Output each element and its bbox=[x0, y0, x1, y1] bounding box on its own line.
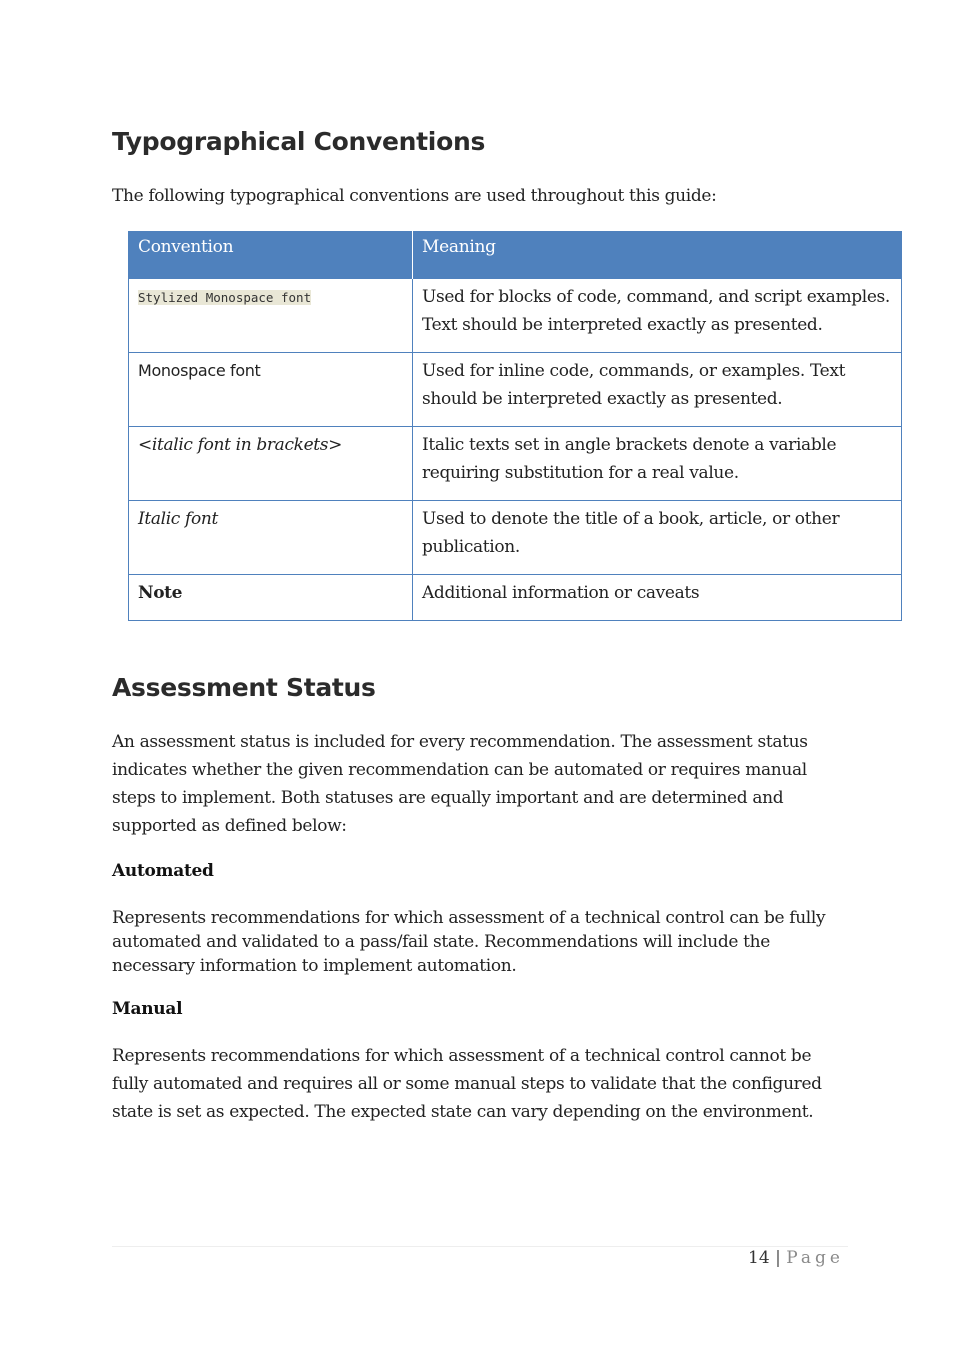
page-footer bbox=[748, 1248, 844, 1268]
meaning-cell: Used for inline code, commands, or examples. Text should be interpreted exactly as presented. bbox=[413, 353, 902, 427]
assessment-intro: An assessment status is included for every recommendation. The assessment status indicates whether the given recommendation can be automated or requires manual steps to implement. Both statuses are equally important and are determined and supported as defined below: bbox=[112, 732, 808, 836]
table-row bbox=[129, 427, 902, 501]
table-row bbox=[129, 575, 902, 621]
italic-sample: Italic font bbox=[138, 509, 218, 529]
table-row bbox=[129, 353, 902, 427]
meaning-cell: Used for blocks of code, command, and script examples. Text should be interpreted exactly as presented. bbox=[413, 279, 902, 353]
meaning-cell: Used to denote the title of a book, article, or other publication. bbox=[413, 501, 902, 575]
automated-description: Represents recommendations for which assessment of a technical control can be fully automated and validated to a pass/fail state. Recommendations will include the necessary information to implement automation. bbox=[112, 908, 826, 976]
header-meaning: Meaning bbox=[413, 232, 902, 279]
manual-heading: Manual bbox=[112, 999, 183, 1019]
meaning-cell: Additional information or caveats bbox=[413, 575, 902, 621]
manual-description: Represents recommendations for which assessment of a technical control cannot be fully automated and requires all or some manual steps to validate that the configured state is set as expected. The expected state can vary depending on the environment. bbox=[112, 1046, 822, 1122]
convention-cell bbox=[129, 501, 413, 575]
italic-brackets-sample: <italic font in brackets> bbox=[138, 435, 343, 455]
convention-cell bbox=[129, 427, 413, 501]
monospace-sample: Monospace font bbox=[138, 361, 261, 380]
footer-separator: | bbox=[775, 1248, 781, 1268]
automated-heading: Automated bbox=[112, 861, 214, 881]
table-row bbox=[129, 501, 902, 575]
section-title-assessment-status: Assessment Status bbox=[112, 673, 376, 702]
meaning-cell: Italic texts set in angle brackets denote a variable requiring substitution for a real value. bbox=[413, 427, 902, 501]
page-number: 14 bbox=[748, 1248, 770, 1268]
footer-divider bbox=[112, 1246, 848, 1247]
stylized-monospace-sample: Stylized Monospace font bbox=[138, 290, 312, 305]
convention-cell bbox=[129, 353, 413, 427]
table-header-row bbox=[129, 232, 902, 279]
section-title-typographical-conventions: Typographical Conventions bbox=[112, 127, 486, 156]
note-sample: Note bbox=[138, 583, 183, 603]
page-label: Page bbox=[786, 1248, 844, 1268]
convention-cell bbox=[129, 575, 413, 621]
header-convention: Convention bbox=[129, 232, 413, 279]
table-row bbox=[129, 279, 902, 353]
convention-cell bbox=[129, 279, 413, 353]
conventions-table bbox=[128, 231, 902, 621]
typographical-intro: The following typographical conventions are used throughout this guide: bbox=[112, 186, 717, 206]
